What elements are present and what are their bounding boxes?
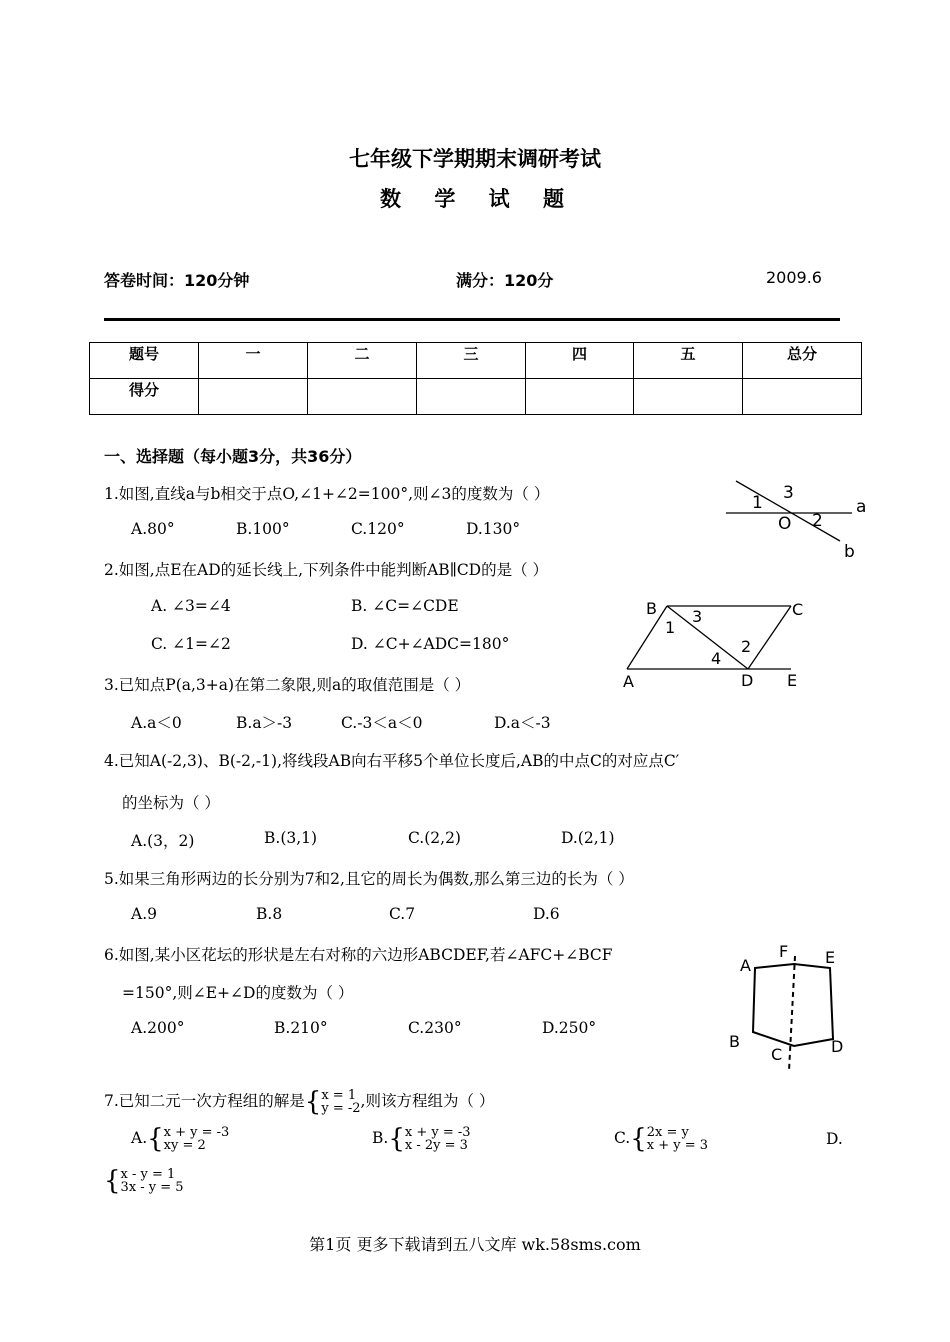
score-cell bbox=[526, 379, 634, 415]
page-footer: 第1页 更多下载请到五八文库 wk.58sms.com bbox=[309, 1235, 641, 1254]
fig3-label: E bbox=[825, 948, 836, 967]
question-3-option-c: C.-3＜a＜0 bbox=[341, 714, 423, 732]
section-title: 一、选择题（每小题3分，共36分） bbox=[104, 447, 362, 466]
score-header-cell: 三 bbox=[417, 343, 526, 379]
exam-date: 2009.6 bbox=[766, 268, 822, 287]
option-equations bbox=[121, 1168, 184, 1194]
question-2-option-d: D. ∠C+∠ADC=180° bbox=[351, 635, 510, 653]
question-7-option-d-label: D. bbox=[826, 1130, 843, 1148]
question-2-stem: 2.如图,点E在AD的延长线上,下列条件中能判断AB∥CD的是（ ） bbox=[104, 561, 549, 579]
question-4-option-a: A.(3，2) bbox=[131, 832, 195, 850]
question-5-option-a: A.9 bbox=[131, 905, 157, 923]
option-label: A. bbox=[131, 1129, 148, 1147]
segment-cd bbox=[748, 606, 791, 669]
question-6-stem-continued: =150°,则∠E+∠D的度数为（ ） bbox=[122, 984, 354, 1002]
question-3-stem: 3.已知点P(a,3+a)在第二象限,则a的取值范围是（ ） bbox=[104, 676, 471, 694]
fig1-label: 2 bbox=[812, 511, 823, 531]
question-1-stem: 1.如图,直线a与b相交于点O,∠1+∠2=100°,则∠3的度数为（ ） bbox=[104, 485, 550, 503]
score-row-label: 得分 bbox=[90, 379, 199, 415]
exam-title: 七年级下学期期末调研考试 bbox=[349, 147, 601, 171]
equation-line: y = -2 bbox=[321, 1101, 361, 1116]
question-5-option-d: D.6 bbox=[533, 905, 560, 923]
score-header-cell: 二 bbox=[308, 343, 417, 379]
score-cell bbox=[417, 379, 526, 415]
score-table-header-row bbox=[90, 343, 862, 379]
question-1-option-d: D.130° bbox=[466, 520, 521, 538]
equation-line: 3x - y = 5 bbox=[120, 1180, 184, 1195]
equation-line: x + y = 3 bbox=[646, 1138, 709, 1153]
question-7-stem-text: ,则该方程组为（ ） bbox=[360, 1092, 495, 1110]
score-table-score-row bbox=[90, 379, 862, 415]
question-7-option-d bbox=[104, 1168, 184, 1194]
figure-1-intersecting-lines bbox=[720, 475, 880, 565]
option-equations bbox=[405, 1126, 471, 1152]
question-7-stem-text: 7.已知二元一次方程组的解是 bbox=[104, 1092, 305, 1110]
brace-icon: { bbox=[104, 1166, 121, 1196]
fig1-label: a bbox=[856, 497, 867, 517]
axis-of-symmetry bbox=[789, 956, 795, 1071]
fig2-label: B bbox=[646, 599, 657, 618]
question-4-stem-continued: 的坐标为（ ） bbox=[122, 794, 220, 812]
fig2-label: 1 bbox=[665, 618, 676, 637]
equation-line: x = 1 bbox=[321, 1088, 357, 1103]
exam-subtitle: 数 学 试 题 bbox=[380, 187, 570, 211]
question-5-option-c: C.7 bbox=[389, 905, 416, 923]
fig3-label: C bbox=[771, 1045, 783, 1064]
question-4-option-c: C.(2,2) bbox=[408, 829, 461, 847]
score-cell bbox=[634, 379, 743, 415]
score-header-cell: 总分 bbox=[743, 343, 862, 379]
question-5-option-b: B.8 bbox=[256, 905, 283, 923]
fig3-label: D bbox=[831, 1037, 844, 1056]
question-1-option-a: A.80° bbox=[131, 520, 175, 538]
fig2-label: 2 bbox=[741, 637, 752, 656]
figure-3-hexagon bbox=[722, 938, 852, 1078]
question-7-option-c bbox=[614, 1126, 708, 1152]
fig3-label: B bbox=[729, 1032, 740, 1051]
question-6-option-c: C.230° bbox=[408, 1019, 462, 1037]
score-cell bbox=[743, 379, 862, 415]
question-3-option-a: A.a＜0 bbox=[131, 714, 182, 732]
score-header-cell: 四 bbox=[526, 343, 634, 379]
fig1-label: O bbox=[778, 514, 792, 534]
header-divider bbox=[104, 318, 840, 321]
figure-2-quadrilateral bbox=[615, 595, 815, 695]
score-header-cell: 一 bbox=[199, 343, 308, 379]
fig2-label: D bbox=[741, 671, 754, 690]
equation-line: x - 2y = 3 bbox=[404, 1138, 468, 1153]
question-3-option-b: B.a＞-3 bbox=[236, 714, 293, 732]
brace-icon: { bbox=[304, 1087, 322, 1117]
fig2-label: 4 bbox=[711, 649, 722, 668]
fig3-label: A bbox=[740, 956, 751, 975]
question-6-stem: 6.如图,某小区花坛的形状是左右对称的六边形ABCDEF,若∠AFC+∠BCF bbox=[104, 946, 613, 964]
question-6-option-b: B.210° bbox=[274, 1019, 328, 1037]
question-3-option-d: D.a＜-3 bbox=[494, 714, 551, 732]
question-4-stem: 4.已知A(-2,3)、B(-2,-1),将线段AB向右平移5个单位长度后,AB的中点C的对应点C′ bbox=[104, 752, 680, 770]
question-7-solution bbox=[321, 1089, 360, 1115]
question-7-option-a bbox=[131, 1126, 229, 1152]
question-2-option-a: A. ∠3=∠4 bbox=[151, 597, 231, 615]
score-cell bbox=[308, 379, 417, 415]
fig2-label: C bbox=[792, 600, 804, 619]
equation-line: 2x = y bbox=[646, 1125, 689, 1140]
equation-line: x + y = -3 bbox=[404, 1125, 471, 1140]
fig2-label: 3 bbox=[692, 607, 703, 626]
option-label: C. bbox=[614, 1129, 631, 1147]
score-table bbox=[89, 342, 862, 415]
fig1-label: 3 bbox=[783, 483, 794, 503]
question-6-option-d: D.250° bbox=[542, 1019, 597, 1037]
option-equations bbox=[647, 1126, 708, 1152]
fig2-label: A bbox=[623, 672, 634, 691]
question-2-option-b: B. ∠C=∠CDE bbox=[351, 597, 459, 615]
question-7-option-b bbox=[372, 1126, 471, 1152]
fig1-label: b bbox=[844, 542, 855, 562]
brace-icon: { bbox=[388, 1124, 405, 1154]
question-4-option-d: D.(2,1) bbox=[561, 829, 615, 847]
option-label: B. bbox=[372, 1129, 389, 1147]
score-header-cell: 五 bbox=[634, 343, 743, 379]
fig3-label: F bbox=[779, 942, 789, 961]
equation-line: xy = 2 bbox=[163, 1138, 206, 1153]
brace-icon: { bbox=[630, 1124, 647, 1154]
fig2-label: E bbox=[787, 671, 798, 690]
question-2-option-c: C. ∠1=∠2 bbox=[151, 635, 231, 653]
segment-bd bbox=[667, 606, 748, 669]
option-equations bbox=[164, 1126, 230, 1152]
full-score: 满分：120分 bbox=[456, 271, 554, 290]
question-4-option-b: B.(3,1) bbox=[264, 829, 318, 847]
question-6-option-a: A.200° bbox=[131, 1019, 185, 1037]
fig1-label: 1 bbox=[752, 493, 763, 513]
question-1-option-c: C.120° bbox=[351, 520, 405, 538]
equation-line: x - y = 1 bbox=[120, 1167, 176, 1182]
equation-line: x + y = -3 bbox=[163, 1125, 230, 1140]
exam-time: 答卷时间：120分钟 bbox=[104, 271, 250, 290]
score-header-cell: 题号 bbox=[90, 343, 199, 379]
question-7-stem bbox=[104, 1089, 494, 1115]
brace-icon: { bbox=[147, 1124, 164, 1154]
question-1-option-b: B.100° bbox=[236, 520, 290, 538]
question-5-stem: 5.如果三角形两边的长分别为7和2,且它的周长为偶数,那么第三边的长为（ ） bbox=[104, 870, 634, 888]
score-cell bbox=[199, 379, 308, 415]
